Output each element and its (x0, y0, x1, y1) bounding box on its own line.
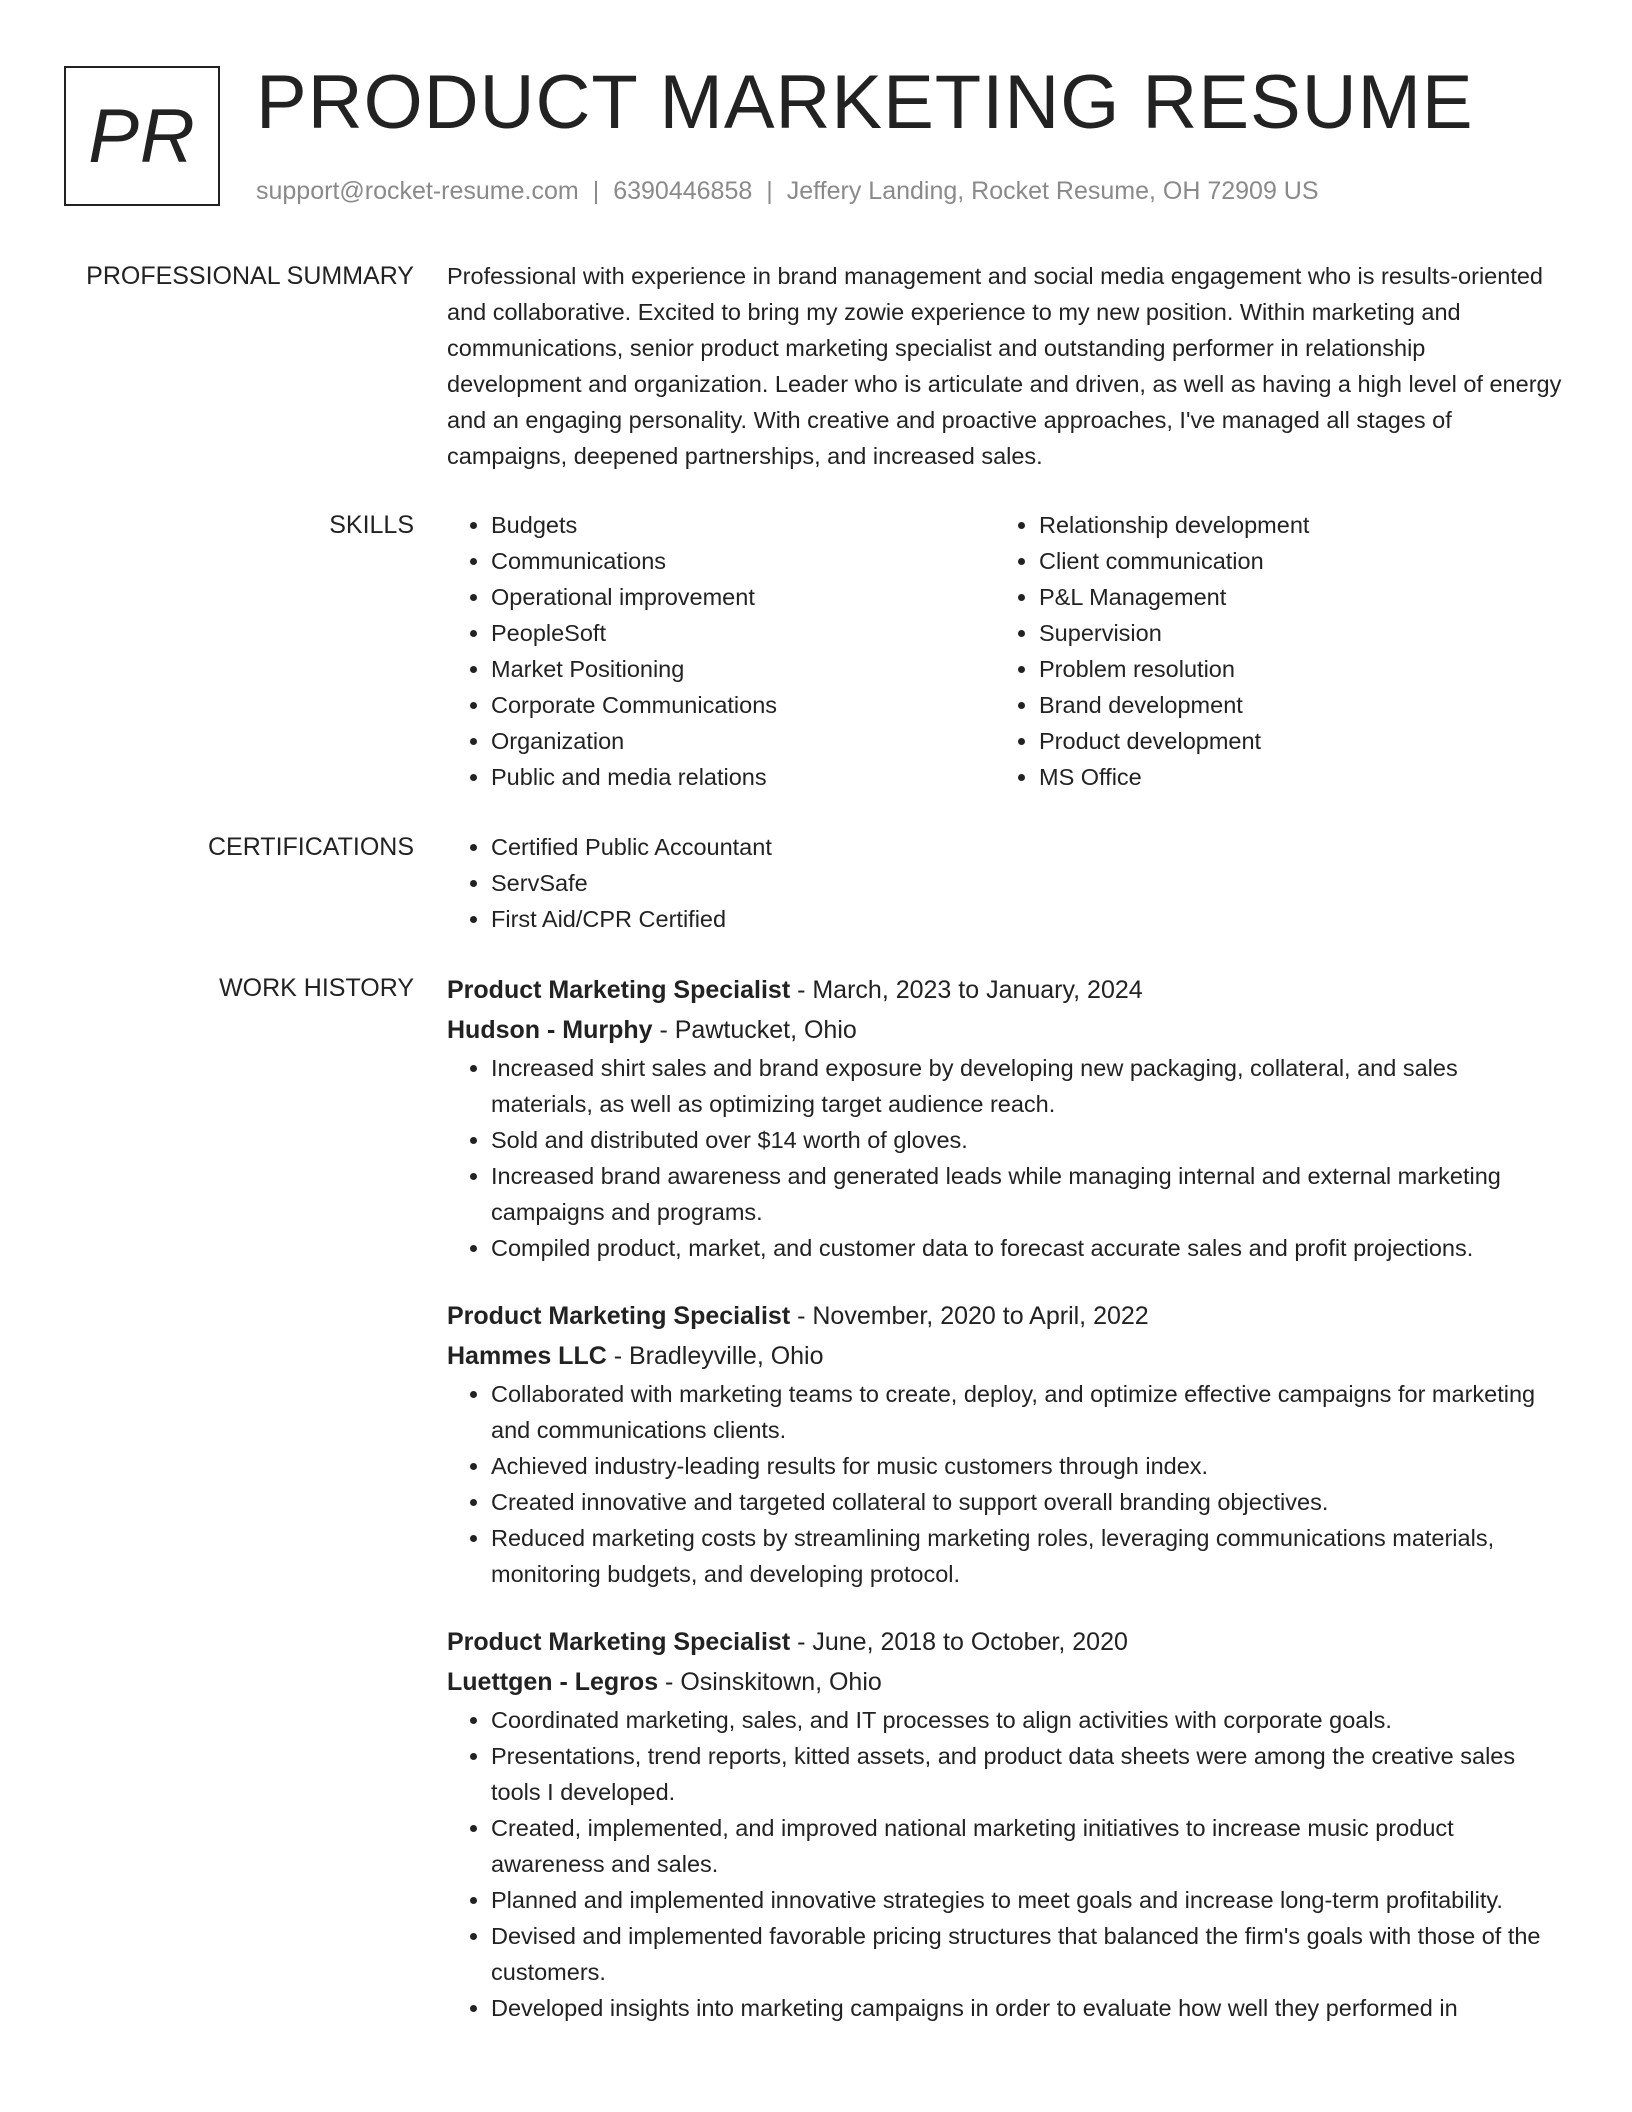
job-location: - Osinskitown, Ohio (658, 1668, 882, 1696)
skills-columns (447, 507, 1562, 795)
monogram-box (64, 66, 220, 206)
skills-list-right (995, 507, 1543, 795)
work-history-body (447, 970, 1562, 2056)
summary-text: Professional with experience in brand management and social media engagement who is results-oriented and collaborative. Excited to bring my zowie experience to my new position. Within marketing and communications, senior product marketing specialist and outstanding performer in relationship development and organization. Leader who is articulate and driven, as well as having a high level of energy and an engaging personality. With creative and proactive approaches, I've managed all stages of campaigns, deepened partnerships, and increased sales. (447, 263, 1562, 469)
job-entry (447, 1622, 1562, 2026)
contact-separator: | (592, 177, 600, 205)
skill-item: • MS Office (1039, 759, 1543, 795)
job-title-line (447, 970, 1562, 1010)
job-company-line (447, 1662, 1562, 1702)
contact-address: Jeffery Landing, Rocket Resume, OH 72909 US (786, 177, 1319, 205)
job-bullet: • Collaborated with marketing teams to create, deploy, and optimize effective campaigns for marketing and communications clients. (491, 1376, 1562, 1448)
skill-item: • Client communication (1039, 543, 1543, 579)
job-bullet: • Achieved industry-leading results for music customers through index. (491, 1448, 1562, 1484)
job-dates: - November, 2020 to April, 2022 (790, 1302, 1149, 1330)
contact-line (256, 176, 1319, 206)
job-entry (447, 1296, 1562, 1592)
skill-item: • Market Positioning (491, 651, 995, 687)
job-bullet: • Presentations, trend reports, kitted assets, and product data sheets were among the creative sales tools I developed. (491, 1738, 1562, 1810)
job-bullet: • Increased shirt sales and brand exposure by developing new packaging, collateral, and sales materials, as well as optimizing target audience reach. (491, 1050, 1562, 1122)
certifications-body (447, 829, 1562, 937)
job-company-line (447, 1010, 1562, 1050)
job-bullet: • Created, implemented, and improved national marketing initiatives to increase music product awareness and sales. (491, 1810, 1562, 1882)
job-company: Hudson - Murphy (447, 1016, 653, 1044)
job-company: Luettgen - Legros (447, 1668, 659, 1696)
job-bullet: • Planned and implemented innovative strategies to meet goals and increase long-term profitability. (491, 1882, 1562, 1918)
job-location: - Pawtucket, Ohio (652, 1016, 857, 1044)
skill-item: • P&L Management (1039, 579, 1543, 615)
job-title-line (447, 1622, 1562, 1662)
monogram-initials: PR (88, 93, 196, 179)
skill-item: • Brand development (1039, 687, 1543, 723)
section-title-work-history: WORK HISTORY (219, 974, 414, 1002)
job-company-line (447, 1336, 1562, 1376)
job-bullet: • Coordinated marketing, sales, and IT processes to align activities with corporate goals. (491, 1702, 1562, 1738)
job-bullets (447, 1050, 1562, 1266)
job-bullets (447, 1376, 1562, 1592)
contact-phone[interactable]: 6390446858 (613, 177, 753, 205)
job-location: - Bradleyville, Ohio (606, 1342, 824, 1370)
job-bullets (447, 1702, 1562, 2026)
job-bullet: • Devised and implemented favorable pricing structures that balanced the firm's goals with those of the customers. (491, 1918, 1562, 1990)
section-title-skills: SKILLS (329, 511, 414, 539)
job-bullet: • Reduced marketing costs by streamlining marketing roles, leveraging communications materials, monitoring budgets, and developing protocol. (491, 1520, 1562, 1592)
contact-email[interactable]: support@rocket-resume.com (256, 177, 579, 205)
skill-item: • Operational improvement (491, 579, 995, 615)
job-company: Hammes LLC (447, 1342, 607, 1370)
certifications-list (447, 829, 1562, 937)
skill-item: • Corporate Communications (491, 687, 995, 723)
skill-item: • Relationship development (1039, 507, 1543, 543)
job-role: Product Marketing Specialist (447, 1302, 791, 1330)
skills-list-left (447, 507, 995, 795)
skill-item: • Communications (491, 543, 995, 579)
job-dates: - March, 2023 to January, 2024 (790, 976, 1143, 1004)
job-bullet: • Increased brand awareness and generated leads while managing internal and external marketing campaigns and programs. (491, 1158, 1562, 1230)
job-bullet: • Compiled product, market, and customer data to forecast accurate sales and profit projections. (491, 1230, 1562, 1266)
resume-title: PRODUCT MARKETING RESUME (256, 60, 1474, 145)
certification-item: • First Aid/CPR Certified (491, 901, 1562, 937)
section-title-summary: PROFESSIONAL SUMMARY (86, 262, 414, 290)
contact-separator: | (766, 177, 773, 205)
skill-item: • PeopleSoft (491, 615, 995, 651)
skill-item: • Public and media relations (491, 759, 995, 795)
job-dates: - June, 2018 to October, 2020 (790, 1628, 1128, 1656)
skill-item: • Product development (1039, 723, 1543, 759)
job-bullet: • Created innovative and targeted collateral to support overall branding objectives. (491, 1484, 1562, 1520)
job-role: Product Marketing Specialist (447, 976, 791, 1004)
skill-item: • Supervision (1039, 615, 1543, 651)
summary-body (447, 258, 1562, 474)
job-role: Product Marketing Specialist (447, 1628, 791, 1656)
skills-column-right (995, 507, 1543, 795)
job-entry (447, 970, 1562, 1266)
skill-item: • Organization (491, 723, 995, 759)
section-title-certifications: CERTIFICATIONS (207, 833, 414, 861)
skill-item: • Problem resolution (1039, 651, 1543, 687)
certification-item: • Certified Public Accountant (491, 829, 1562, 865)
job-bullet: • Sold and distributed over $14 worth of gloves. (491, 1122, 1562, 1158)
certification-item: • ServSafe (491, 865, 1562, 901)
skill-item: • Budgets (491, 507, 995, 543)
job-bullet: • Developed insights into marketing campaigns in order to evaluate how well they performed in (491, 1990, 1562, 2026)
job-title-line (447, 1296, 1562, 1336)
skills-column-left (447, 507, 995, 795)
